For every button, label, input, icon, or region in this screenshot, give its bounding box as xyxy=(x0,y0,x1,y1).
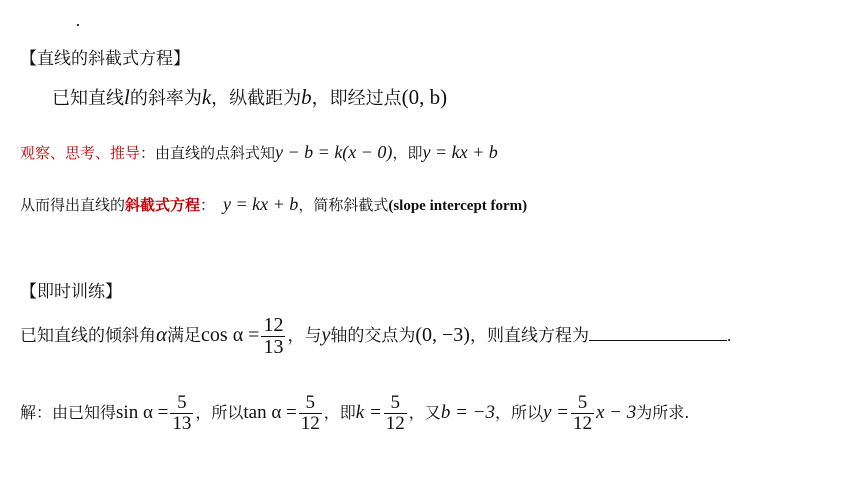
fraction-5-12-y xyxy=(571,393,594,434)
fraction-denominator: 12 xyxy=(385,413,405,434)
fraction-numerator: 5 xyxy=(577,392,588,414)
section-title-slope-intercept: 【直线的斜截式方程】 xyxy=(20,49,190,69)
fraction-denominator: 12 xyxy=(573,413,592,434)
solution-text-6: 为所求. xyxy=(636,403,690,422)
intro-text-3: ，纵截距为 xyxy=(211,88,302,109)
var-alpha: α xyxy=(156,322,168,346)
fraction-numerator: 5 xyxy=(177,392,187,414)
k-expr: k = xyxy=(355,402,382,423)
fraction-denominator: 13 xyxy=(172,413,192,434)
question-text-1: 已知直线的倾斜角 xyxy=(20,326,156,346)
sin-alpha-expr: sin α = xyxy=(116,402,169,423)
question-end: . xyxy=(726,326,732,345)
solution-line xyxy=(20,388,689,438)
fraction-numerator: 12 xyxy=(263,313,284,336)
cos-alpha-expr: cos α = xyxy=(201,324,260,346)
var-b: b xyxy=(301,85,312,109)
fraction-5-12-tan xyxy=(299,393,322,434)
fraction-5-12-k xyxy=(384,393,407,434)
question-text-3: ，与 xyxy=(287,326,322,346)
var-y: y xyxy=(321,324,331,346)
conclusion-text-3: ，简称斜截式 xyxy=(298,196,389,214)
fraction-5-13 xyxy=(170,393,193,434)
solution-text-2: ，所以 xyxy=(195,403,244,422)
b-expr: b = −3 xyxy=(440,402,495,423)
fraction-numerator: 5 xyxy=(305,392,316,414)
intro-line xyxy=(52,84,447,110)
point-0-neg3: (0, −3) xyxy=(415,324,470,346)
section-title-practice: 【即时训练】 xyxy=(20,282,122,302)
conclusion-equation: y = kx + b xyxy=(223,194,299,214)
answer-blank[interactable] xyxy=(589,322,727,341)
observe-line xyxy=(20,142,498,163)
slope-intercept-equation: y = kx + b xyxy=(422,142,498,162)
question-line xyxy=(20,310,731,360)
question-text-5: ，则直线方程为 xyxy=(469,326,589,346)
stray-dot xyxy=(77,24,79,26)
point-0-b: (0, b) xyxy=(401,85,448,109)
point-slope-equation: y − b = k(x − 0) xyxy=(275,142,393,162)
x-minus-3-expr: x − 3 xyxy=(596,402,637,423)
fraction-denominator: 12 xyxy=(300,413,320,434)
observe-label: 观察、思考、推导 xyxy=(20,144,141,162)
solution-text-5: ，所以 xyxy=(494,403,543,422)
conclusion-text-2: ： xyxy=(200,196,216,214)
var-k: k xyxy=(201,85,212,109)
fraction-denominator: 13 xyxy=(263,335,284,358)
conclusion-line xyxy=(20,194,527,215)
conclusion-text-1: 从而得出直线的 xyxy=(20,196,126,214)
intro-text-1: 已知直线 xyxy=(52,88,124,109)
observe-text-1: ：由直线的点斜式知 xyxy=(140,144,276,162)
intro-text-2: 的斜率为 xyxy=(129,88,202,109)
y-expr: y = xyxy=(542,402,569,423)
var-l: l xyxy=(124,85,130,109)
observe-text-2: ，即 xyxy=(392,144,423,162)
intro-text-4: ，即经过点 xyxy=(311,88,402,109)
slope-intercept-english: (slope intercept form) xyxy=(388,198,528,214)
solution-text-1: 解：由已知得 xyxy=(20,403,117,422)
question-text-2: 满足 xyxy=(167,326,202,346)
solution-text-4: ，又 xyxy=(408,403,441,422)
fraction-numerator: 5 xyxy=(390,392,401,414)
question-text-4: 轴的交点为 xyxy=(330,326,416,346)
tan-alpha-expr: tan α = xyxy=(243,402,297,423)
solution-text-3: ，即 xyxy=(323,403,356,422)
fraction-12-13 xyxy=(261,315,285,358)
conclusion-highlight: 斜截式方程 xyxy=(125,196,201,214)
